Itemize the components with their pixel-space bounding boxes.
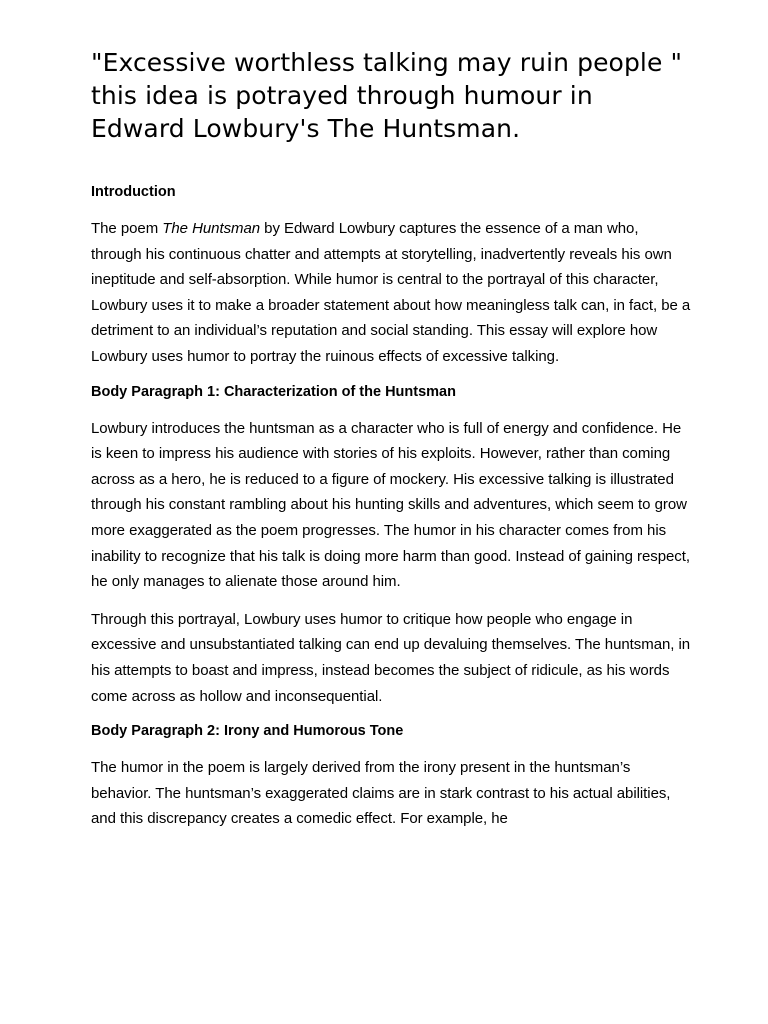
section-heading-body-paragraph-1: Body Paragraph 1: Characterization of the Huntsman — [91, 383, 456, 400]
paragraph-text: The poem — [91, 220, 163, 237]
document-title: "Excessive worthless talking may ruin people " this idea is potrayed through humour in Edward Lowbury's The Huntsman. — [91, 48, 683, 143]
section-heading-introduction: Introduction — [91, 184, 176, 200]
section-heading-body-paragraph-2: Body Paragraph 2: Irony and Humorous Tone — [91, 723, 404, 740]
body-paragraph-1-continuation: Through this portrayal, Lowbury uses humor to critique how people who engage in excessive and unsubstantiated talking can end up devaluing themselves. The huntsman, in his attempts to boast and impress, instead becomes the subject of ridicule, as his words come across as hollow and inconsequential. — [91, 610, 691, 705]
document-body — [91, 46, 691, 832]
body-paragraph-1-text: Lowbury introduces the huntsman as a character who is full of energy and confidence. He is keen to impress his audience with stories of his exploits. However, rather than coming across as a hero, he is reduced to a figure of mockery. His excessive talking is illustrated through his constant rambling about his hunting skills and adventures, which seem to grow more exaggerated as the poem progresses. The humor in his character comes from his inability to recognize that his talk is doing more harm than good. Instead of gaining respect, he only manages to alienate those around him. — [91, 419, 690, 591]
introduction-paragraph — [91, 216, 691, 370]
paragraph-text: by Edward Lowbury captures the essence of a man who, through his continuous chatter and attempts at storytelling, inadvertently reveals his own ineptitude and self-absorption. While humor is central to the portrayal of this character, Lowbury uses it to make a broader statement about how meaningless talk can, in fact, be a detriment to an individual’s reputation and social standing. This essay will explore how Lowbury uses humor to portray the ruinous effects of excessive talking. — [91, 220, 691, 365]
poem-title-italic: The Huntsman — [162, 220, 261, 237]
body-paragraph-2-text: The humor in the poem is largely derived from the irony present in the huntsman’s behavior. The huntsman’s exaggerated claims are in stark contrast to his actual abilities, and this discrepancy creates a comedic effect. For example, he — [91, 759, 671, 828]
